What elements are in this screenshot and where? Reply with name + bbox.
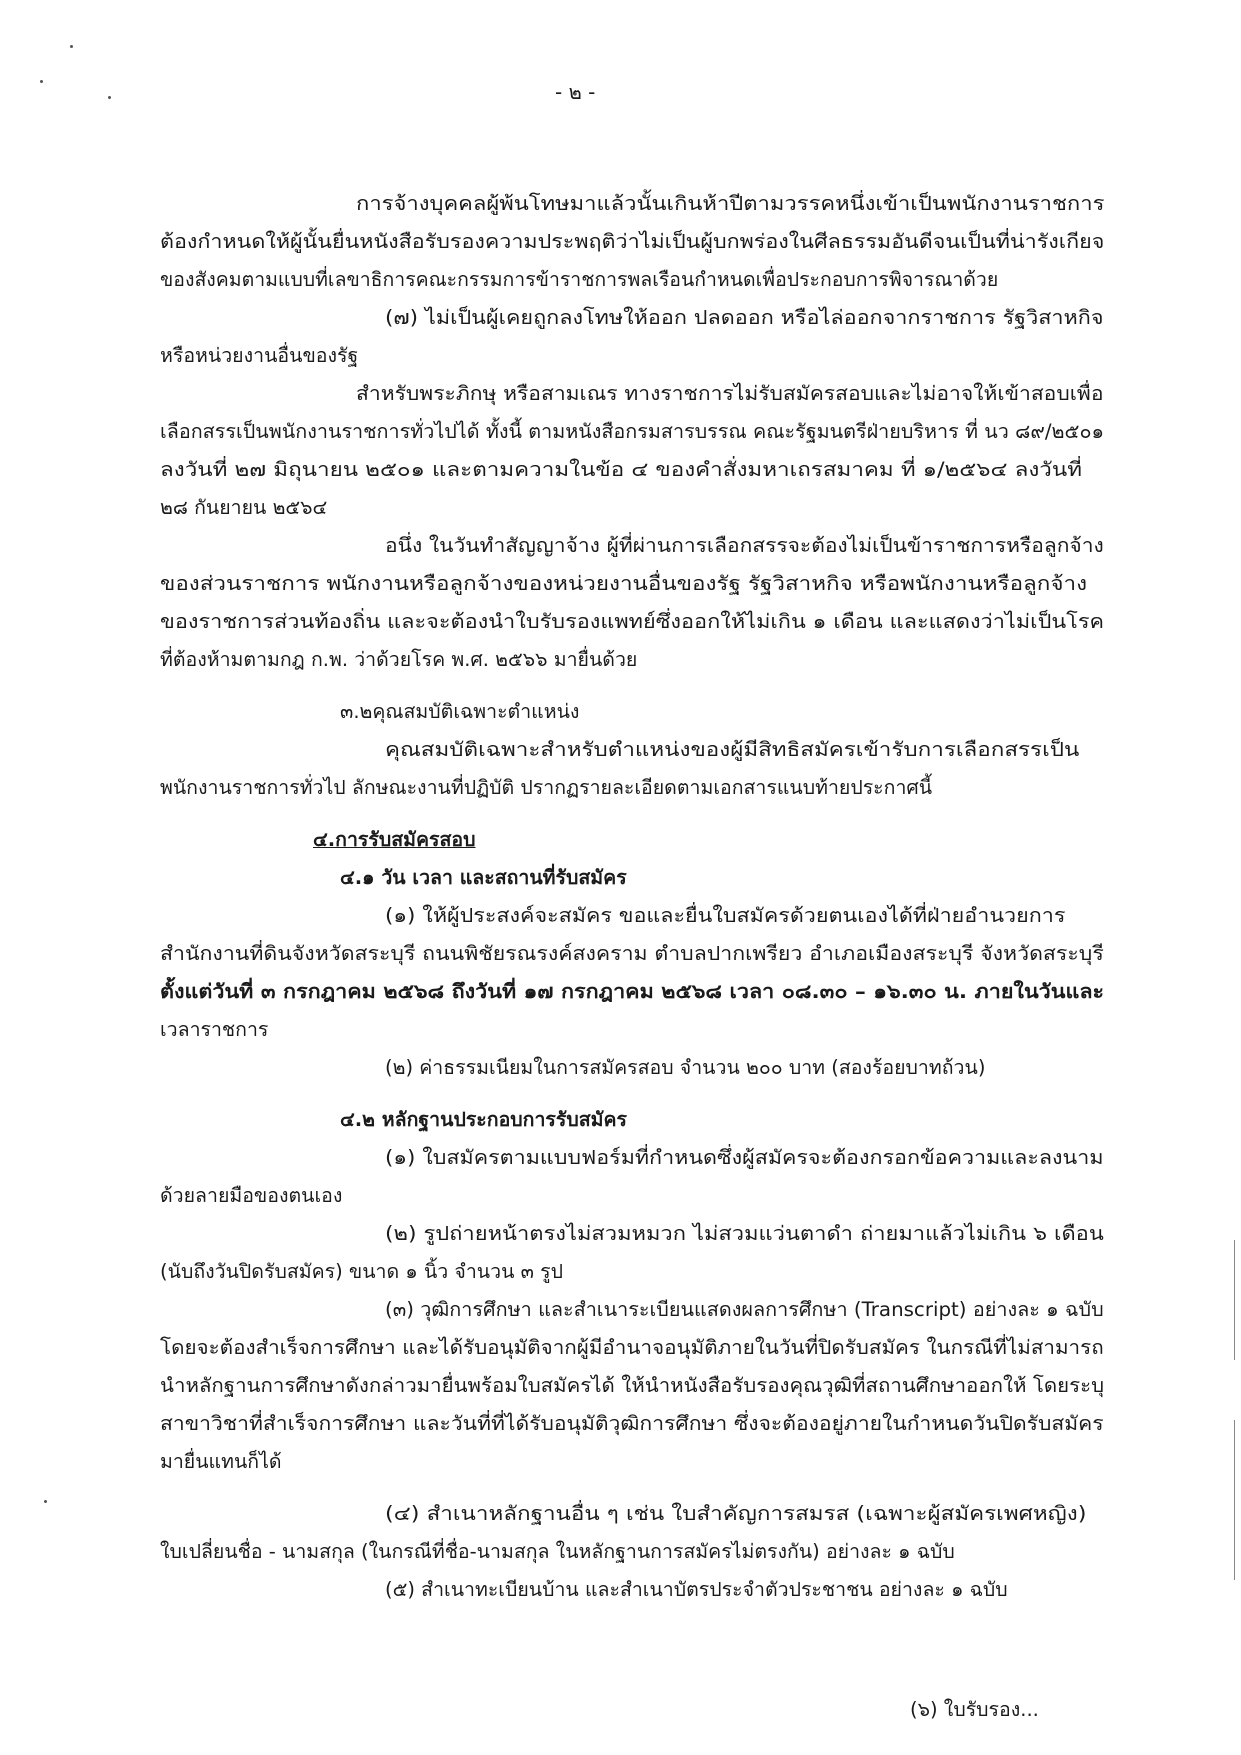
continuation-note: (๖) ใบรับรอง... xyxy=(910,1698,1039,1721)
scan-speck xyxy=(40,80,43,83)
scan-speck xyxy=(44,1500,47,1503)
text-line: โดยจะต้องสำเร็จการศึกษา และได้รับอนุมัติจากผู้มีอำนาจอนุมัติภายในวันที่ปิดรับสมัคร ในกรณีที่ไม่สามารถ xyxy=(160,1336,1104,1359)
text-line: ต้องกำหนดให้ผู้นั้นยื่นหนังสือรับรองความประพฤติว่าไม่เป็นผู้บกพร่องในศีลธรรมอันดีจนเป็นที่น่ารังเกียจ xyxy=(160,230,1105,253)
text-line: (๔) สำเนาหลักฐานอื่น ๆ เช่น ใบสำคัญการสมรส (เฉพาะผู้สมัครเพศหญิง) xyxy=(385,1502,1087,1525)
text-line: อนึ่ง ในวันทำสัญญาจ้าง ผู้ที่ผ่านการเลือกสรรจะต้องไม่เป็นข้าราชการหรือลูกจ้าง xyxy=(385,534,1104,557)
page-number: - ๒ - xyxy=(555,80,596,104)
text-line: (๓) วุฒิการศึกษา และสำเนาระเบียนแสดงผลการศึกษา (Transcript) อย่างละ ๑ ฉบับ xyxy=(385,1298,1104,1321)
text-line: ๒๘ กันยายน ๒๕๖๔ xyxy=(160,496,328,519)
text-line: (๑) ใบสมัครตามแบบฟอร์มที่กำหนดซึ่งผู้สมัครจะต้องกรอกข้อความและลงนาม xyxy=(385,1146,1104,1169)
scan-speck xyxy=(108,96,111,99)
text-line: (นับถึงวันปิดรับสมัคร) ขนาด ๑ นิ้ว จำนวน ๓ รูป xyxy=(160,1260,563,1283)
text-line: สำนักงานที่ดินจังหวัดสระบุรี ถนนพิชัยรณรงค์สงคราม ตำบลปากเพรียว อำเภอเมืองสระบุรี จังหวัดสระบุรี xyxy=(160,942,1104,965)
text-line: ของส่วนราชการ พนักงานหรือลูกจ้างของหน่วยงานอื่นของรัฐ รัฐวิสาหกิจ หรือพนักงานหรือลูกจ้าง xyxy=(160,572,1088,595)
text-line: มายื่นแทนก็ได้ xyxy=(160,1450,282,1473)
text-line: (๕) สำเนาทะเบียนบ้าน และสำเนาบัตรประจำตัวประชาชน อย่างละ ๑ ฉบับ xyxy=(385,1578,1008,1601)
text-line: ลงวันที่ ๒๗ มิถุนายน ๒๕๐๑ และตามความในข้อ ๔ ของคำสั่งมหาเถรสมาคม ที่ ๑/๒๕๖๔ ลงวันที่ xyxy=(160,458,1083,481)
text-line: ๔.๒ หลักฐานประกอบการรับสมัคร xyxy=(340,1108,628,1131)
text-line: ตั้งแต่วันที่ ๓ กรกฎาคม ๒๕๖๘ ถึงวันที่ ๑๗ กรกฎาคม ๒๕๖๘ เวลา ๐๘.๓๐ – ๑๖.๓๐ น. ภายในวันและ xyxy=(160,980,1105,1003)
scan-edge xyxy=(1234,1420,1235,1580)
text-line: เลือกสรรเป็นพนักงานราชการทั่วไปได้ ทั้งนี้ ตามหนังสือกรมสารบรรณ คณะรัฐมนตรีฝ่ายบริหาร ที่ นว ๘๙/๒๕๐๑ xyxy=(160,420,1105,443)
text-line: ใบเปลี่ยนชื่อ - นามสกุล (ในกรณีที่ชื่อ-นามสกุล ในหลักฐานการสมัครไม่ตรงกัน) อย่างละ ๑ ฉบับ xyxy=(160,1540,955,1563)
scan-speck xyxy=(70,45,73,48)
text-line: ๔.๑ วัน เวลา และสถานที่รับสมัคร xyxy=(340,866,627,889)
text-line: (๒) ค่าธรรมเนียมในการสมัครสอบ จำนวน ๒๐๐ บาท (สองร้อยบาทถ้วน) xyxy=(385,1056,986,1079)
text-line: ๔.การรับสมัครสอบ xyxy=(313,828,476,851)
text-line: นำหลักฐานการศึกษาดังกล่าวมายื่นพร้อมใบสมัครได้ ให้นำหนังสือรับรองคุณวุฒิที่สถานศึกษาออกให้ โดยระบุ xyxy=(160,1374,1105,1397)
text-line: หรือหน่วยงานอื่นของรัฐ xyxy=(160,344,359,367)
text-line: ด้วยลายมือของตนเอง xyxy=(160,1184,343,1207)
text-line: การจ้างบุคคลผู้พ้นโทษมาแล้วนั้นเกินห้าปีตามวรรคหนึ่งเข้าเป็นพนักงานราชการ xyxy=(356,192,1105,215)
text-line: สำหรับพระภิกษุ หรือสามเณร ทางราชการไม่รับสมัครสอบและไม่อาจให้เข้าสอบเพื่อ xyxy=(356,382,1104,405)
text-line: ที่ต้องห้ามตามกฎ ก.พ. ว่าด้วยโรค พ.ศ. ๒๕๖๖ มายื่นด้วย xyxy=(160,648,638,671)
text-line: (๒) รูปถ่ายหน้าตรงไม่สวมหมวก ไม่สวมแว่นตาดำ ถ่ายมาแล้วไม่เกิน ๖ เดือน xyxy=(385,1222,1104,1245)
text-line: คุณสมบัติเฉพาะสำหรับตำแหน่งของผู้มีสิทธิสมัครเข้ารับการเลือกสรรเป็น xyxy=(385,738,1080,761)
text-line: สาขาวิชาที่สำเร็จการศึกษา และวันที่ที่ได้รับอนุมัติวุฒิการศึกษา ซึ่งจะต้องอยู่ภายในกำหนดวันปิดรับสมัคร xyxy=(160,1412,1104,1435)
text-line: (๗) ไม่เป็นผู้เคยถูกลงโทษให้ออก ปลดออก หรือไล่ออกจากราชการ รัฐวิสาหกิจ xyxy=(385,306,1104,329)
text-line: เวลาราชการ xyxy=(160,1018,269,1041)
text-line: ๓.๒คุณสมบัติเฉพาะตำแหน่ง xyxy=(340,700,580,723)
text-line: ของสังคมตามแบบที่เลขาธิการคณะกรรมการข้าราชการพลเรือนกำหนดเพื่อประกอบการพิจารณาด้วย xyxy=(160,268,999,291)
text-line: พนักงานราชการทั่วไป ลักษณะงานที่ปฏิบัติ ปรากฏรายละเอียดตามเอกสารแนบท้ายประกาศนี้ xyxy=(160,776,933,799)
scan-edge xyxy=(1234,1240,1235,1360)
text-line: ของราชการส่วนท้องถิ่น และจะต้องนำใบรับรองแพทย์ซึ่งออกให้ไม่เกิน ๑ เดือน และแสดงว่าไม่เป็นโรค xyxy=(160,610,1105,633)
text-line: (๑) ให้ผู้ประสงค์จะสมัคร ขอและยื่นใบสมัครด้วยตนเองได้ที่ฝ่ายอำนวยการ xyxy=(385,904,1066,927)
